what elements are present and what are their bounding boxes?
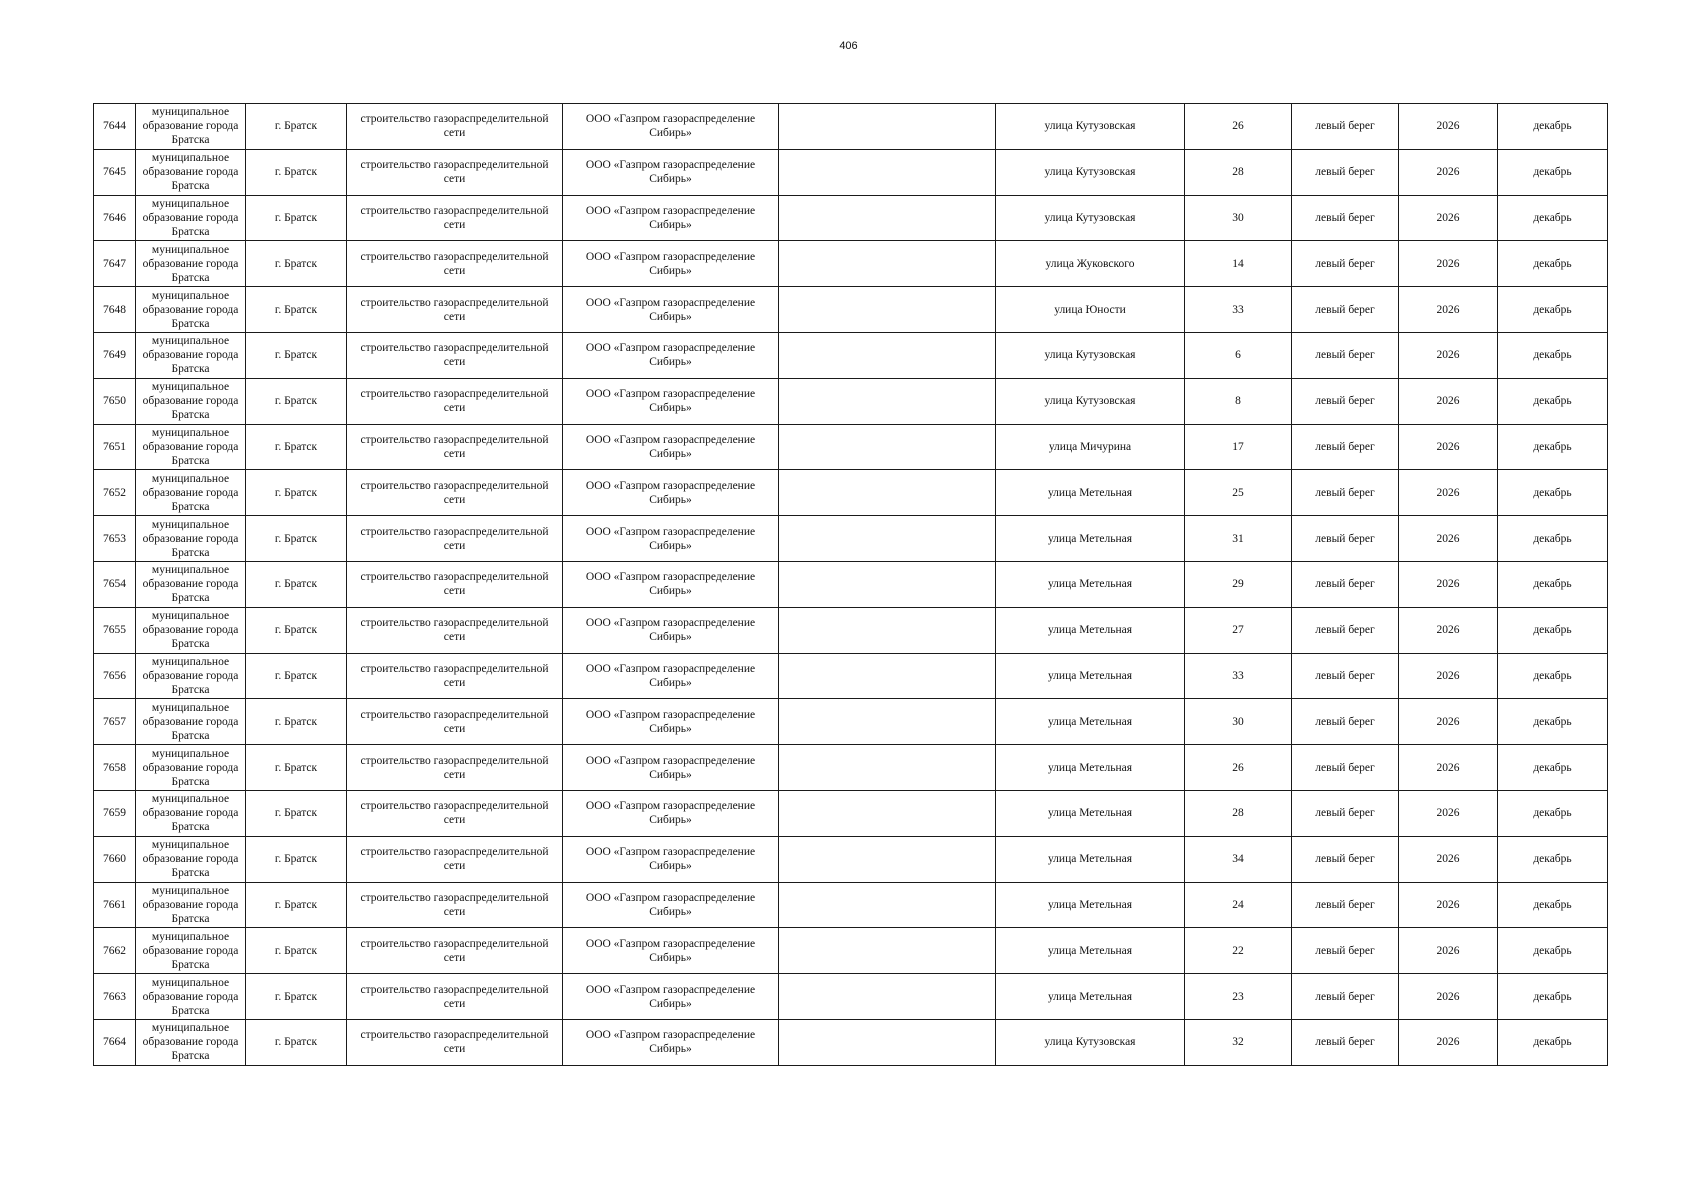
table-row: [94, 516, 1608, 562]
table-row: [94, 241, 1608, 287]
table-row: [94, 928, 1608, 974]
cell-note: [779, 378, 996, 424]
cell-municipality: муниципальное образование города Братска: [136, 149, 246, 195]
cell-organization: ООО «Газпром газораспределение Сибирь»: [563, 790, 779, 836]
cell-house: 27: [1185, 607, 1292, 653]
cell-settlement: г. Братск: [246, 699, 347, 745]
cell-municipality: муниципальное образование города Братска: [136, 928, 246, 974]
cell-bank: левый берег: [1292, 745, 1399, 791]
cell-settlement: г. Братск: [246, 928, 347, 974]
cell-settlement: г. Братск: [246, 241, 347, 287]
cell-house: 29: [1185, 561, 1292, 607]
cell-municipality: муниципальное образование города Братска: [136, 241, 246, 287]
cell-bank: левый берег: [1292, 470, 1399, 516]
cell-municipality: муниципальное образование города Братска: [136, 790, 246, 836]
cell-street: улица Метельная: [996, 928, 1185, 974]
cell-municipality: муниципальное образование города Братска: [136, 424, 246, 470]
cell-note: [779, 699, 996, 745]
cell-no: 7654: [94, 561, 136, 607]
cell-house: 26: [1185, 745, 1292, 791]
cell-house: 31: [1185, 516, 1292, 562]
cell-settlement: г. Братск: [246, 836, 347, 882]
cell-work-type: строительство газораспределительной сети: [347, 104, 563, 150]
cell-no: 7656: [94, 653, 136, 699]
cell-work-type: строительство газораспределительной сети: [347, 149, 563, 195]
cell-month: декабрь: [1498, 653, 1608, 699]
cell-note: [779, 516, 996, 562]
gasification-register-table: [93, 103, 1608, 1066]
cell-bank: левый берег: [1292, 378, 1399, 424]
cell-settlement: г. Братск: [246, 104, 347, 150]
cell-year: 2026: [1399, 149, 1498, 195]
cell-organization: ООО «Газпром газораспределение Сибирь»: [563, 882, 779, 928]
cell-work-type: строительство газораспределительной сети: [347, 745, 563, 791]
cell-no: 7650: [94, 378, 136, 424]
cell-month: декабрь: [1498, 745, 1608, 791]
cell-year: 2026: [1399, 790, 1498, 836]
cell-organization: ООО «Газпром газораспределение Сибирь»: [563, 1019, 779, 1065]
cell-settlement: г. Братск: [246, 561, 347, 607]
cell-organization: ООО «Газпром газораспределение Сибирь»: [563, 470, 779, 516]
cell-house: 26: [1185, 104, 1292, 150]
cell-note: [779, 653, 996, 699]
cell-month: декабрь: [1498, 104, 1608, 150]
cell-municipality: муниципальное образование города Братска: [136, 974, 246, 1020]
cell-work-type: строительство газораспределительной сети: [347, 195, 563, 241]
cell-organization: ООО «Газпром газораспределение Сибирь»: [563, 104, 779, 150]
cell-settlement: г. Братск: [246, 882, 347, 928]
cell-house: 23: [1185, 974, 1292, 1020]
table-row: [94, 104, 1608, 150]
cell-no: 7651: [94, 424, 136, 470]
cell-note: [779, 745, 996, 791]
cell-street: улица Метельная: [996, 699, 1185, 745]
page-number: 406: [839, 40, 858, 52]
cell-house: 32: [1185, 1019, 1292, 1065]
cell-no: 7648: [94, 287, 136, 333]
cell-note: [779, 104, 996, 150]
table-row: [94, 836, 1608, 882]
cell-work-type: строительство газораспределительной сети: [347, 928, 563, 974]
cell-street: улица Метельная: [996, 882, 1185, 928]
cell-note: [779, 790, 996, 836]
cell-no: 7662: [94, 928, 136, 974]
cell-street: улица Кутузовская: [996, 149, 1185, 195]
cell-note: [779, 149, 996, 195]
cell-work-type: строительство газораспределительной сети: [347, 287, 563, 333]
cell-organization: ООО «Газпром газораспределение Сибирь»: [563, 424, 779, 470]
cell-street: улица Кутузовская: [996, 378, 1185, 424]
cell-month: декабрь: [1498, 561, 1608, 607]
cell-work-type: строительство газораспределительной сети: [347, 516, 563, 562]
cell-year: 2026: [1399, 470, 1498, 516]
cell-organization: ООО «Газпром газораспределение Сибирь»: [563, 561, 779, 607]
cell-year: 2026: [1399, 332, 1498, 378]
cell-note: [779, 974, 996, 1020]
cell-street: улица Метельная: [996, 836, 1185, 882]
cell-settlement: г. Братск: [246, 424, 347, 470]
cell-month: декабрь: [1498, 1019, 1608, 1065]
cell-municipality: муниципальное образование города Братска: [136, 882, 246, 928]
cell-house: 34: [1185, 836, 1292, 882]
cell-organization: ООО «Газпром газораспределение Сибирь»: [563, 332, 779, 378]
cell-settlement: г. Братск: [246, 287, 347, 333]
cell-street: улица Метельная: [996, 745, 1185, 791]
cell-organization: ООО «Газпром газораспределение Сибирь»: [563, 699, 779, 745]
cell-bank: левый берег: [1292, 974, 1399, 1020]
cell-month: декабрь: [1498, 378, 1608, 424]
cell-no: 7659: [94, 790, 136, 836]
cell-work-type: строительство газораспределительной сети: [347, 424, 563, 470]
cell-house: 33: [1185, 653, 1292, 699]
cell-year: 2026: [1399, 104, 1498, 150]
cell-work-type: строительство газораспределительной сети: [347, 699, 563, 745]
table-row: [94, 699, 1608, 745]
table-row: [94, 745, 1608, 791]
table-row: [94, 332, 1608, 378]
cell-work-type: строительство газораспределительной сети: [347, 378, 563, 424]
cell-organization: ООО «Газпром газораспределение Сибирь»: [563, 974, 779, 1020]
cell-year: 2026: [1399, 836, 1498, 882]
cell-municipality: муниципальное образование города Братска: [136, 561, 246, 607]
cell-settlement: г. Братск: [246, 149, 347, 195]
cell-street: улица Кутузовская: [996, 195, 1185, 241]
cell-house: 28: [1185, 149, 1292, 195]
cell-year: 2026: [1399, 607, 1498, 653]
cell-street: улица Метельная: [996, 561, 1185, 607]
cell-year: 2026: [1399, 1019, 1498, 1065]
cell-bank: левый берег: [1292, 561, 1399, 607]
cell-year: 2026: [1399, 974, 1498, 1020]
cell-year: 2026: [1399, 195, 1498, 241]
cell-house: 28: [1185, 790, 1292, 836]
cell-note: [779, 287, 996, 333]
cell-note: [779, 1019, 996, 1065]
cell-note: [779, 928, 996, 974]
table-row: [94, 607, 1608, 653]
cell-work-type: строительство газораспределительной сети: [347, 332, 563, 378]
table-row: [94, 1019, 1608, 1065]
cell-municipality: муниципальное образование города Братска: [136, 332, 246, 378]
cell-month: декабрь: [1498, 928, 1608, 974]
cell-bank: левый берег: [1292, 104, 1399, 150]
cell-house: 30: [1185, 699, 1292, 745]
cell-organization: ООО «Газпром газораспределение Сибирь»: [563, 653, 779, 699]
cell-bank: левый берег: [1292, 699, 1399, 745]
cell-month: декабрь: [1498, 836, 1608, 882]
cell-work-type: строительство газораспределительной сети: [347, 653, 563, 699]
cell-work-type: строительство газораспределительной сети: [347, 241, 563, 287]
cell-street: улица Метельная: [996, 470, 1185, 516]
cell-month: декабрь: [1498, 470, 1608, 516]
cell-municipality: муниципальное образование города Братска: [136, 104, 246, 150]
cell-no: 7645: [94, 149, 136, 195]
cell-organization: ООО «Газпром газораспределение Сибирь»: [563, 607, 779, 653]
cell-bank: левый берег: [1292, 928, 1399, 974]
cell-month: декабрь: [1498, 607, 1608, 653]
cell-year: 2026: [1399, 699, 1498, 745]
cell-month: декабрь: [1498, 195, 1608, 241]
cell-no: 7663: [94, 974, 136, 1020]
cell-street: улица Метельная: [996, 653, 1185, 699]
cell-municipality: муниципальное образование города Братска: [136, 745, 246, 791]
cell-note: [779, 561, 996, 607]
cell-year: 2026: [1399, 745, 1498, 791]
table-row: [94, 882, 1608, 928]
cell-bank: левый берег: [1292, 653, 1399, 699]
cell-organization: ООО «Газпром газораспределение Сибирь»: [563, 149, 779, 195]
cell-municipality: муниципальное образование города Братска: [136, 1019, 246, 1065]
cell-municipality: муниципальное образование города Братска: [136, 378, 246, 424]
cell-note: [779, 470, 996, 516]
cell-street: улица Метельная: [996, 974, 1185, 1020]
cell-house: 8: [1185, 378, 1292, 424]
cell-no: 7647: [94, 241, 136, 287]
cell-no: 7658: [94, 745, 136, 791]
cell-settlement: г. Братск: [246, 332, 347, 378]
cell-municipality: муниципальное образование города Братска: [136, 516, 246, 562]
cell-no: 7646: [94, 195, 136, 241]
cell-street: улица Юности: [996, 287, 1185, 333]
table-row: [94, 149, 1608, 195]
cell-bank: левый берег: [1292, 1019, 1399, 1065]
cell-bank: левый берег: [1292, 607, 1399, 653]
cell-bank: левый берег: [1292, 332, 1399, 378]
cell-work-type: строительство газораспределительной сети: [347, 836, 563, 882]
table-row: [94, 378, 1608, 424]
cell-year: 2026: [1399, 287, 1498, 333]
cell-month: декабрь: [1498, 149, 1608, 195]
cell-settlement: г. Братск: [246, 974, 347, 1020]
cell-work-type: строительство газораспределительной сети: [347, 607, 563, 653]
cell-house: 30: [1185, 195, 1292, 241]
cell-organization: ООО «Газпром газораспределение Сибирь»: [563, 195, 779, 241]
cell-settlement: г. Братск: [246, 745, 347, 791]
cell-municipality: муниципальное образование города Братска: [136, 195, 246, 241]
cell-month: декабрь: [1498, 699, 1608, 745]
cell-settlement: г. Братск: [246, 607, 347, 653]
cell-organization: ООО «Газпром газораспределение Сибирь»: [563, 287, 779, 333]
cell-bank: левый берег: [1292, 424, 1399, 470]
cell-organization: ООО «Газпром газораспределение Сибирь»: [563, 378, 779, 424]
cell-organization: ООО «Газпром газораспределение Сибирь»: [563, 241, 779, 287]
cell-work-type: строительство газораспределительной сети: [347, 790, 563, 836]
cell-work-type: строительство газораспределительной сети: [347, 974, 563, 1020]
cell-month: декабрь: [1498, 287, 1608, 333]
cell-no: 7660: [94, 836, 136, 882]
cell-settlement: г. Братск: [246, 470, 347, 516]
cell-note: [779, 332, 996, 378]
cell-note: [779, 836, 996, 882]
cell-month: декабрь: [1498, 974, 1608, 1020]
cell-month: декабрь: [1498, 424, 1608, 470]
cell-no: 7652: [94, 470, 136, 516]
cell-bank: левый берег: [1292, 516, 1399, 562]
table-row: [94, 653, 1608, 699]
cell-note: [779, 195, 996, 241]
cell-bank: левый берег: [1292, 836, 1399, 882]
cell-month: декабрь: [1498, 790, 1608, 836]
cell-house: 33: [1185, 287, 1292, 333]
cell-year: 2026: [1399, 561, 1498, 607]
cell-note: [779, 882, 996, 928]
cell-house: 14: [1185, 241, 1292, 287]
cell-bank: левый берег: [1292, 790, 1399, 836]
cell-no: 7655: [94, 607, 136, 653]
cell-street: улица Метельная: [996, 790, 1185, 836]
cell-municipality: муниципальное образование города Братска: [136, 470, 246, 516]
cell-street: улица Мичурина: [996, 424, 1185, 470]
cell-settlement: г. Братск: [246, 516, 347, 562]
cell-organization: ООО «Газпром газораспределение Сибирь»: [563, 516, 779, 562]
cell-settlement: г. Братск: [246, 653, 347, 699]
cell-street: улица Метельная: [996, 516, 1185, 562]
cell-street: улица Жуковского: [996, 241, 1185, 287]
table-row: [94, 470, 1608, 516]
cell-month: декабрь: [1498, 241, 1608, 287]
table-row: [94, 424, 1608, 470]
cell-work-type: строительство газораспределительной сети: [347, 1019, 563, 1065]
cell-year: 2026: [1399, 928, 1498, 974]
table-row: [94, 287, 1608, 333]
cell-municipality: муниципальное образование города Братска: [136, 653, 246, 699]
cell-bank: левый берег: [1292, 149, 1399, 195]
cell-month: декабрь: [1498, 516, 1608, 562]
cell-no: 7653: [94, 516, 136, 562]
cell-street: улица Метельная: [996, 607, 1185, 653]
cell-settlement: г. Братск: [246, 378, 347, 424]
table-row: [94, 974, 1608, 1020]
cell-house: 6: [1185, 332, 1292, 378]
cell-no: 7657: [94, 699, 136, 745]
cell-year: 2026: [1399, 882, 1498, 928]
cell-organization: ООО «Газпром газораспределение Сибирь»: [563, 745, 779, 791]
cell-municipality: муниципальное образование города Братска: [136, 607, 246, 653]
cell-year: 2026: [1399, 378, 1498, 424]
cell-municipality: муниципальное образование города Братска: [136, 836, 246, 882]
cell-month: декабрь: [1498, 882, 1608, 928]
cell-bank: левый берег: [1292, 241, 1399, 287]
cell-bank: левый берег: [1292, 287, 1399, 333]
cell-organization: ООО «Газпром газораспределение Сибирь»: [563, 836, 779, 882]
register-body: [94, 104, 1608, 1066]
cell-street: улица Кутузовская: [996, 104, 1185, 150]
cell-bank: левый берег: [1292, 882, 1399, 928]
cell-organization: ООО «Газпром газораспределение Сибирь»: [563, 928, 779, 974]
cell-note: [779, 241, 996, 287]
cell-municipality: муниципальное образование города Братска: [136, 287, 246, 333]
cell-settlement: г. Братск: [246, 195, 347, 241]
cell-settlement: г. Братск: [246, 790, 347, 836]
cell-municipality: муниципальное образование города Братска: [136, 699, 246, 745]
cell-year: 2026: [1399, 241, 1498, 287]
cell-work-type: строительство газораспределительной сети: [347, 882, 563, 928]
cell-no: 7649: [94, 332, 136, 378]
cell-settlement: г. Братск: [246, 1019, 347, 1065]
table-row: [94, 790, 1608, 836]
cell-no: 7644: [94, 104, 136, 150]
cell-house: 22: [1185, 928, 1292, 974]
table-row: [94, 561, 1608, 607]
cell-year: 2026: [1399, 424, 1498, 470]
cell-month: декабрь: [1498, 332, 1608, 378]
cell-note: [779, 424, 996, 470]
cell-bank: левый берег: [1292, 195, 1399, 241]
cell-work-type: строительство газораспределительной сети: [347, 561, 563, 607]
cell-house: 25: [1185, 470, 1292, 516]
cell-house: 24: [1185, 882, 1292, 928]
cell-year: 2026: [1399, 653, 1498, 699]
cell-work-type: строительство газораспределительной сети: [347, 470, 563, 516]
cell-house: 17: [1185, 424, 1292, 470]
cell-no: 7661: [94, 882, 136, 928]
cell-note: [779, 607, 996, 653]
cell-no: 7664: [94, 1019, 136, 1065]
table-row: [94, 195, 1608, 241]
cell-street: улица Кутузовская: [996, 332, 1185, 378]
cell-year: 2026: [1399, 516, 1498, 562]
cell-street: улица Кутузовская: [996, 1019, 1185, 1065]
